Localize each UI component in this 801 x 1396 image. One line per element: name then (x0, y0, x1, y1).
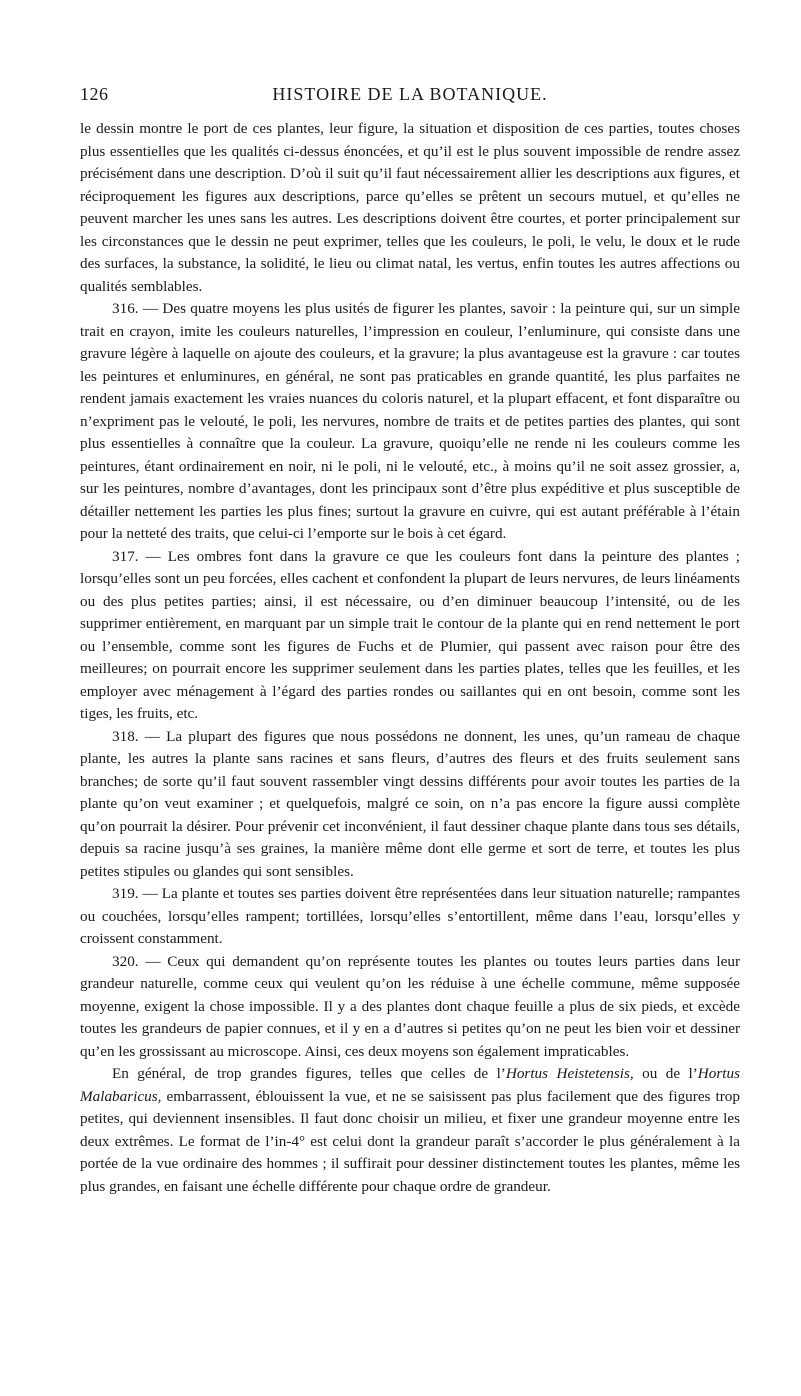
paragraph-320: 320. — Ceux qui demandent qu’on représente toutes les plantes ou toutes leurs parties dans leur grandeur naturelle, comme ceux qui veulent qu’on les réduise à une échelle commune, même supposée moyenne, exigent la chose impossible. Il y a des plantes dont chaque feuille a plus de six pieds, et excède toutes les grandeurs de papier connues, et il y en a d’autres si petites qu’on ne peut les bien voir et dessiner qu’en les grossissant au microscope. Ainsi, ces deux moyens son également impraticables. (80, 952, 740, 1060)
paragraph-318: 318. — La plupart des figures que nous possédons ne donnent, les unes, qu’un rameau de chaque plante, les autres la plante sans racines et sans fleurs, d’autres des fleurs et des fruits seulement sans branches; de sorte qu’il faut souvent rassembler vingt dessins différents pour avoir toutes les parties de la plante qu’on veut examiner ; et quelquefois, malgré ce soin, on n’a pas encore la figure aussi complète qu’on pourrait la désirer. Pour prévenir cet inconvénient, il faut dessiner chaque plante dans tous ses détails, depuis sa racine jusqu’à ses graines, la manière même dont elle germe et sort de terre, et toutes les plus petites stipules ou glandes qui sont sensibles. (80, 727, 740, 880)
page-header (80, 84, 740, 108)
paragraph-general-mid: , ou de l’ (629, 1065, 698, 1082)
running-title: HISTOIRE DE LA BOTANIQUE. (272, 84, 548, 104)
hortus-heistetensis-title: Hortus Heistetensis (505, 1065, 630, 1082)
body-text (80, 118, 740, 1198)
paragraph-319: 319. — La plante et toutes ses parties doivent être représentées dans leur situation naturelle; rampantes ou couchées, lorsqu’elles rampent; tortillées, lorsqu’elles s’entortillent, même dans l’eau, lorsqu’elles y croissent constamment. (80, 885, 740, 947)
paragraph-continuation: le dessin montre le port de ces plantes, leur figure, la situation et disposition de ces parties, toutes choses plus essentielles que les qualités ci-dessus énoncées, et qu’il est le plus souvent impossible de rendre assez précisément dans une description. D’où il suit qu’il faut nécessairement allier les descriptions aux figures, et réciproquement les figures aux descriptions, parce qu’elles se prêtent un secours mutuel, et qu’elles ne peuvent marcher les unes sans les autres. Les descriptions doivent être courtes, et porter principalement sur les circonstances que le dessin ne peut exprimer, telles que les couleurs, le poli, le velu, le doux et le rude des surfaces, la substance, la solidité, le lieu ou climat natal, les vertus, enfin toutes les autres affections ou qualités semblables. (80, 120, 740, 295)
paragraph-general (80, 1063, 740, 1198)
paragraph-316: 316. — Des quatre moyens les plus usités de figurer les plantes, savoir : la peinture qui, sur un simple trait en crayon, imite les couleurs naturelles, l’impression en couleur, l’enluminure, qui consiste dans une gravure légère à laquelle on ajoute des couleurs, et la gravure; la plus avantageuse est la gravure : car toutes les peintures et enluminures, en général, ne sont pas praticables en grande quantité, les plus parfaites ne rendent jamais exactement les vraies nuances du coloris naturel, et la plupart effacent, et font disparaître ou n’expriment pas le velouté, le poli, les nervures, nombre de traits et de petites parties des plantes, qui sont plus essentielles à connaître que la couleur. La gravure, quoiqu’elle ne rende ni les couleurs comme les peintures, étant ordinairement en noir, ni le poli, ni le velouté, etc., à moins qu’il ne soit assez grossier, a, sur les peintures, nombre d’avantages, dont les principaux sont d’être plus expéditive et plus susceptible de détailler nettement les parties les plus fines; surtout la gravure en cuivre, qui est autant préférable à l’étain pour la netteté des traits, que celui-ci l’emporte sur le bois à cet égard. (80, 300, 740, 542)
hortus-malabaricus-title: Hortus Malabaricus (80, 1065, 740, 1105)
paragraph-general-pre: En général, de trop grandes figures, telles que celles de l’ (112, 1065, 506, 1082)
paragraph-317: 317. — Les ombres font dans la gravure ce que les couleurs font dans la peinture des plantes ; lorsqu’elles sont un peu forcées, elles cachent et confondent la plupart de leurs nervures, de leurs linéaments ou des plus petites parties; ainsi, il est nécessaire, ou d’en diminuer beaucoup l’intensité, ou de les supprimer entièrement, en marquant par un simple trait le contour de la plante qui en rend nettement le port ou l’ensemble, comme sont les figures de Fuchs et de Plumier, qui passent avec raison pour être des meilleures; on pourrait encore les supprimer seulement dans les parties plates, telles que les feuilles, et les employer avec ménagement à l’égard des parties rondes ou saillantes qui en ont besoin, comme sont les tiges, les fruits, etc. (80, 547, 740, 722)
page-number: 126 (80, 84, 109, 104)
paragraph-general-post: , embarrassent, éblouissent la vue, et ne se saisissent pas plus facilement que des figures trop petites, qui deviennent insensibles. Il faut donc choisir un milieu, et fixer une grandeur moyenne entre les deux extrêmes. Le format de l’in-4° est celui dont la grandeur paraît s’accorder le plus généralement à la portée de la vue ordinaire des hommes ; il suffirait pour dessiner distinctement toutes les plantes, même les plus grandes, en faisant une échelle différente pour chaque ordre de grandeur. (80, 1087, 740, 1195)
